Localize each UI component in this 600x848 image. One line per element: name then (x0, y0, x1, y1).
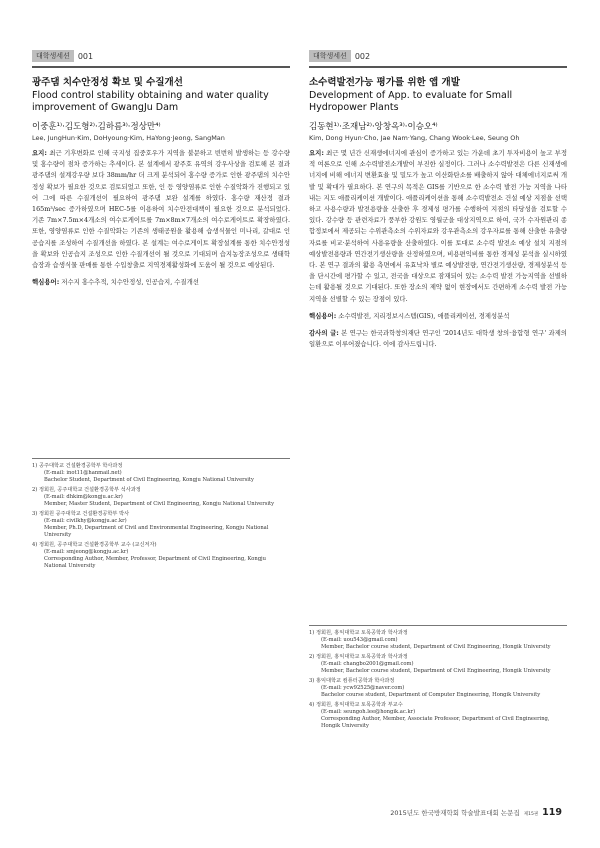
footnote: 2) 정회원, 공주대학교 건설환경공학부 석사과정 (E-mail: dhkim@kongju.ac.kr) Member, Master Student, Department of Civil Engineering, Kongju National University (32, 487, 275, 507)
authors-korean: 이중훈¹⁾·김도형²⁾·김하름³⁾·정상만⁴⁾ (32, 122, 161, 132)
abstract-text: 최근 몇 년간 신재생에너지에 관심이 증가하고 있는 가운데 초기 투자비용이 높고 부정적 여론으로 인해 소수력발전소개발이 부진한 실정이다. 그러나 소수력발전은 다른 신재생에너지에 비해 에너지 변환효율 및 밀도가 높고 이산화탄소를 배출하지 않아 대체에너지로써 개발 및 확대가 필요하다. 본 연구의 목적은 GIS를 기반으로 한 소수력 발전 가능 지역을 나타내는 지도 애플리케이션 개발이다. 애플리케이션을 통해 소수력발전소 건설 예상 지점을 선택하고 사용수량과 발전용량을 산출한 후 경제성 평가를 수행하여 지점의 타당성을 검토할 수 있다. 강수량 등 관련자료가 풍부한 강원도 영월군을 대상지역으로 하여, 국가 수자원관리 종합정보에서 제공되는 수위관측소의 수위자료와 강우관측소의 강우자료를 통해 산출한 유출량자료를 비교·분석하여 사용유량을 산출하였다. 이를 토대로 소수력 발전소 예상 설치 지점의 예상발전용량과 연간전기생산량을 산정하였으며, 비용편익비를 통한 경제성 분석을 실시하였다. 본 연구 결과의 활용 측면에서 유효낙차 별로 예상발전량, 연간전기생산량, 경제성분석 등을 단시간에 평가할 수 있고, 전국을 대상으로 잠재되어 있는 소수력 발전 가능지역을 선별하는데 활용될 것으로 기대된다. 또한 장소의 제약 없이 현장에서도 간편하게 소수력 발전 가능지역을 선별할 수 있는 장점이 있다. (309, 149, 567, 303)
keywords (309, 311, 567, 322)
footnotes-right (309, 625, 567, 733)
abstract-label: 요지: (32, 149, 47, 157)
page-footer (390, 807, 562, 818)
journal-name: 2015년도 한국방재학회 학술발표대회 논문집 (390, 809, 520, 817)
header-rule (309, 66, 567, 68)
keywords (32, 277, 290, 288)
keywords-text: 저수지 홍수추적, 치수안정성, 인공습지, 수질개선 (59, 278, 199, 287)
ack-text: 본 연구는 한국과학창의재단 연구인 '2014년도 대학생 창의·융합형 연구' 과제의 일환으로 이루어졌습니다. 이에 감사드립니다. (309, 329, 567, 349)
footnote: 4) 정회원, 공주대학교 건설환경공학부 교수 (교신저자) (E-mail: smjeong@kongju.ac.kr) Corresponding Author, Member, Professor, Department of Civil Engineering, Kongju National University (32, 542, 266, 569)
authors-english: Kim, Dong Hyun·Cho, Jae Nam·Yang, Chang Wook·Lee, Seung Oh (309, 134, 520, 142)
abstract (32, 148, 290, 271)
footnote: 3) 홍익대학교 컴퓨터공학과 학사과정 (E-mail: ycw92525@naver.com) Bachelor course student, Department of Computer Engineering, Hongik University (309, 678, 541, 698)
title-english: Flood control stability obtaining and water quality improvement of GwangJu Dam (32, 90, 269, 113)
paper-number: 001 (77, 51, 94, 61)
authors-korean: 김동현¹⁾·조재남²⁾·앙창옥³⁾·이승오⁴⁾ (309, 122, 438, 132)
title-english: Development of App. to evaluate for Small Hydropower Plants (309, 90, 513, 113)
section-tag (309, 50, 567, 62)
title-korean: 소수력발전가능 평가를 위한 앱 개발 (309, 77, 460, 88)
paper-001 (32, 50, 290, 294)
abstract-text: 최근 기후변화로 인해 국지성 집중호우가 지역을 불문하고 빈번히 발생하는 등 강수량 및 홍수량이 점차 증가하는 추세이다. 본 설계에서 광주호 유역의 강우사상을 검토해 본 결과 광주댐의 설계강우량 보다 38mm/hr 더 크게 분석되어 홍수량 증가로 인한 광주댐의 치수안정성 확보가 필요한 것으로 검토되었고 또한, 인 등 영양염류로 인한 수질악화가 진행되고 있어 그에 따른 수질개선이 필요하여 광주댐 보완 설계를 하였다. 홍수량 재산정 결과 165m³/sec 증가하였으며 HEC-5를 이용하여 치수안전대책이 필요한 것으로 분석되었다. 기존 7m×7.5m×4개소의 여수로게이트를 7m×8m×7개소의 여수로게이트로 확장하였다. 또한, 영양염류로 인한 수질악화는 기존의 생태공원을 활용해 습생식물인 미나리, 갈대로 인공습지를 조성하여 수질개선을 하였다. 본 설계는 여수로게이트 확장설계를 통한 치수안정성을 확보와 인공습지 조성으로 인한 수질개선이 될 것으로 기대되며 습지농장조성으로 생태학습장과 습생식물 판매를 통한 수입창출로 지역경제활성화에 도움이 될 것으로 예상된다. (32, 149, 290, 270)
abstract (309, 148, 567, 305)
page-number: 119 (542, 807, 562, 818)
acknowledgement (309, 328, 567, 350)
footnote: 1) 정회원, 홍익대학교 토목공학과 학사과정 (E-mail: uou543@gmail.com) Member, Bachelor course student, Department of Civil Engineering, Hongik University (309, 630, 551, 650)
paper-number: 002 (354, 51, 371, 61)
footnotes-left (32, 458, 290, 573)
footnote: 4) 정회원, 홍익대학교 토목공학과 부교수 (E-mail: seungoh.lee@hongik.ac.kr) Corresponding Author, Member, Associate Professor, Department of Civil Engineering, Hongik University (309, 702, 550, 729)
header-rule (32, 66, 290, 68)
section-tag (32, 50, 290, 62)
authors-english: Lee, JungHun·Kim, DoHyoung·Kim, HaYong·Jeong, SangMan (32, 134, 225, 142)
journal-volume: 제15권 (523, 812, 539, 817)
title-korean: 광주댐 치수안정성 확보 및 수질개선 (32, 77, 183, 88)
keywords-text: 소수력발전, 지리정보시스템(GIS), 애플리케이션, 경제성분석 (336, 311, 510, 320)
footnote: 3) 정회원 공주대학교 건설환경공학부 박사 (E-mail: civilkhy@kongju.ac.kr) Member, Ph.D, Department of Civil and Environmental Engineering, Kongju National University (32, 511, 269, 538)
category-label: 대학생세션 (32, 50, 74, 62)
paper-002 (309, 50, 567, 356)
footnote: 2) 정회원, 홍익대학교 토목공학과 학사과정 (E-mail: changbo2001@gmail.com) Member, Bachelor course student, Department of Civil Engineering, Hongik University (309, 654, 551, 674)
abstract-label: 요지: (309, 149, 324, 157)
footnote: 1) 공주대학교 건설환경공학부 학사과정 (E-mail: inot11@hanmail.net) Bachelor Student, Department of Civil Engineering, Kongju National University (32, 463, 254, 483)
category-label: 대학생세션 (309, 50, 351, 62)
ack-label: 감사의 글: (309, 329, 339, 338)
keywords-label: 핵심용어: (32, 278, 60, 287)
keywords-label: 핵심용어: (309, 311, 337, 320)
